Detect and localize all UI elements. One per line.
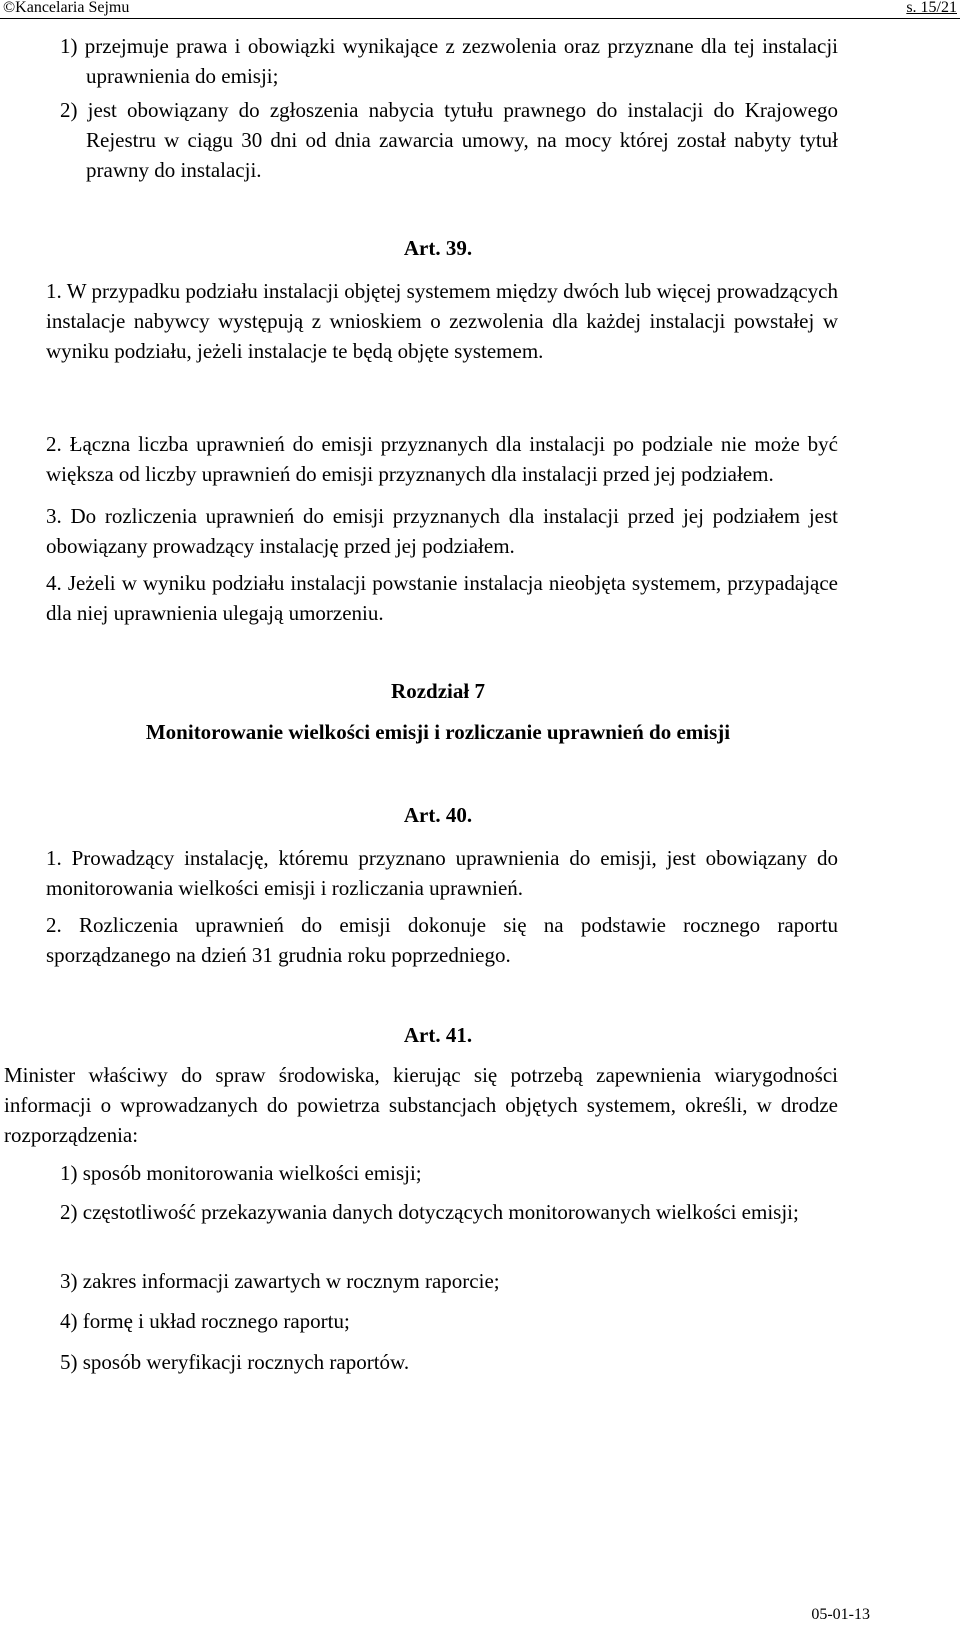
page-header bbox=[0, 0, 960, 19]
chapter-title: Monitorowanie wielkości emisji i rozliczanie uprawnień do emisji bbox=[145, 720, 731, 744]
chapter-number: Rozdział 7 bbox=[391, 679, 485, 703]
article-39-heading: Art. 39. bbox=[403, 236, 473, 260]
publisher-label: ©Kancelaria Sejmu bbox=[3, 0, 130, 16]
art39-par1: 1. W przypadku podziału instalacji objętej systemem między dwóch lub więcej prowadzących instalacje nabywcy występują z wnioskiem o zezwolenia dla każdej instalacji powstałej w wyniku podziału, jeżeli instalacje te będą objęte systemem. bbox=[46, 279, 838, 363]
article-40-heading: Art. 40. bbox=[403, 803, 473, 827]
art41-item-1: 1) sposób monitorowania wielkości emisji; bbox=[60, 1161, 422, 1185]
list-item-1: 1) przejmuje prawa i obowiązki wynikające z zezwolenia oraz przyznane dla tej instalacji uprawnienia do emisji; bbox=[60, 34, 838, 88]
art41-item-5: 5) sposób weryfikacji rocznych raportów. bbox=[60, 1350, 410, 1374]
art40-par1: 1. Prowadzący instalację, któremu przyznano uprawnienia do emisji, jest obowiązany do monitorowania wielkości emisji i rozliczania uprawnień. bbox=[46, 846, 838, 900]
art41-item-2: 2) częstotliwość przekazywania danych dotyczących monitorowanych wielkości emisji; bbox=[60, 1200, 799, 1224]
art40-par2: 2. Rozliczenia uprawnień do emisji dokonuje się na podstawie rocznego raportu sporządzanego na dzień 31 grudnia roku poprzedniego. bbox=[46, 913, 838, 967]
art39-par3: 3. Do rozliczenia uprawnień do emisji przyznanych dla instalacji przed jej podziałem jest obowiązany prowadzący instalację przed jej podziałem. bbox=[46, 504, 838, 558]
article-41-heading: Art. 41. bbox=[403, 1023, 473, 1047]
document-date: 05-01-13 bbox=[811, 1606, 870, 1623]
art39-par4: 4. Jeżeli w wyniku podziału instalacji powstanie instalacja nieobjęta systemem, przypadające dla niej uprawnienia ulegają umorzeniu. bbox=[46, 571, 838, 625]
art41-intro: Minister właściwy do spraw środowiska, kierując się potrzebą zapewnienia wiarygodności informacji o wprowadzanych do powietrza substancjach objętych systemem, określi, w drodze rozporządzenia: bbox=[4, 1063, 838, 1147]
page-number: s. 15/21 bbox=[906, 0, 957, 16]
art41-item-3: 3) zakres informacji zawartych w rocznym raporcie; bbox=[60, 1269, 500, 1293]
art39-par2: 2. Łączna liczba uprawnień do emisji przyznanych dla instalacji po podziale nie może być większa od liczby uprawnień do emisji przyznanych dla instalacji przed jej podziałem. bbox=[46, 432, 838, 486]
art41-item-4: 4) formę i układ rocznego raportu; bbox=[60, 1309, 350, 1333]
list-item-2: 2) jest obowiązany do zgłoszenia nabycia tytułu prawnego do instalacji do Krajowego Rejestru w ciągu 30 dni od dnia zawarcia umowy, na mocy której został nabyty tytuł prawny do instalacji. bbox=[60, 98, 838, 182]
